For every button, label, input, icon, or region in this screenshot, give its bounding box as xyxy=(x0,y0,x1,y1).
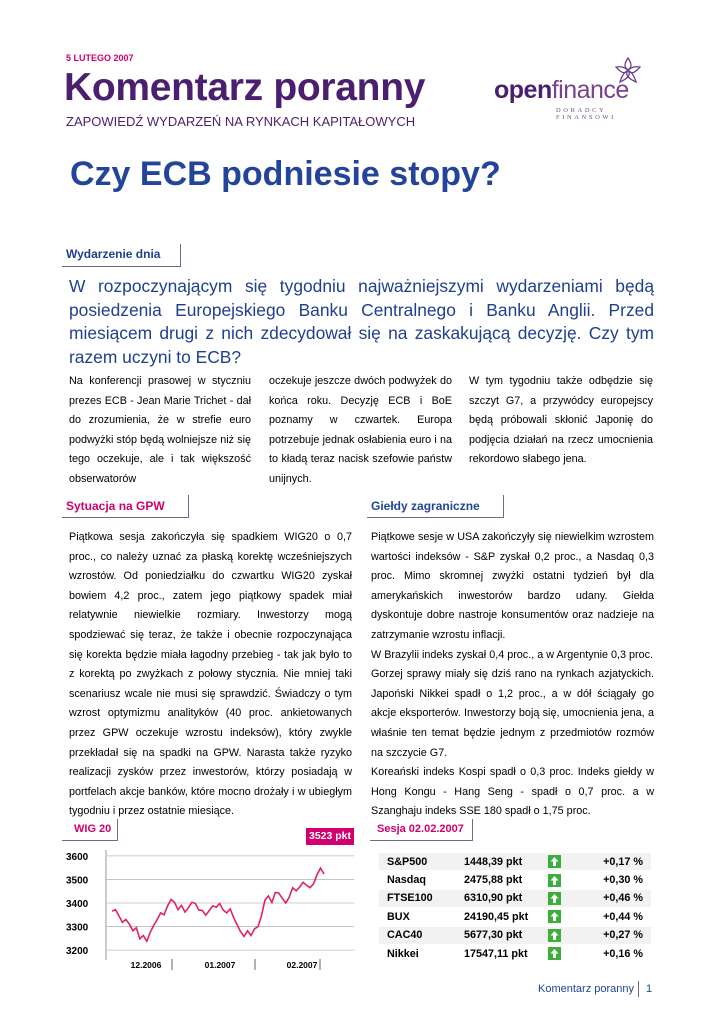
event-column-2: oczekuje jeszcze dwóch podwyżek do końca roku. Decyzję ECB i BoE poznamy w czwartek. Europa potrzebuje jednak osłabienia euro i na to kładą teraz nacisk szefowie państw unijnych. xyxy=(269,375,452,485)
logo-open-text: open xyxy=(494,76,552,104)
foreign-paragraph-latam: W Brazylii indeks zyskał 0,4 proc., a w Argentynie 0,3 proc. xyxy=(371,648,654,661)
session-table xyxy=(379,853,651,963)
report-title: Komentarz poranny xyxy=(64,66,426,109)
gpw-section-label: Sytuacja na GPW xyxy=(66,499,165,513)
y-tick-label: 3200 xyxy=(66,946,89,958)
y-tick-label: 3300 xyxy=(66,922,89,934)
index-change: +0,44 % xyxy=(586,908,651,926)
index-change: +0,17 % xyxy=(586,853,651,871)
index-change: +0,27 % xyxy=(586,926,651,944)
index-name: BUX xyxy=(379,908,464,926)
session-row xyxy=(379,908,651,926)
index-name: Nikkei xyxy=(379,944,464,962)
logo-finance-text: finance xyxy=(551,76,629,104)
index-name: Nasdaq xyxy=(379,871,464,889)
event-column-1: Na konferencji prasowej w styczniu prezes ECB - Jean Marie Trichet - dał do zrozumienia, że w strefie euro podwyżki stóp będą wolniejsze niż się tego oczekuje, ale i tak większość obserwatorów xyxy=(69,375,251,485)
event-column-3: W tym tygodniu także odbędzie się szczyt G7, a przywódcy europejscy będą próbowali skłonić Japonię do podjęcia działań na rzecz umocnienia rekordowo słabego jena. xyxy=(469,375,653,466)
index-value: 2475,88 pkt xyxy=(464,871,548,889)
index-change: +0,46 % xyxy=(586,889,651,907)
index-value: 24190,45 pkt xyxy=(464,908,548,926)
open-finance-logo xyxy=(494,54,659,120)
footer-label: Komentarz poranny xyxy=(538,983,634,995)
page-number: 1 xyxy=(646,983,653,995)
chart-x-axis xyxy=(131,959,320,970)
foreign-section-label: Giełdy zagraniczne xyxy=(371,499,480,513)
foreign-paragraph-asia-2: Koreański indeks Kospi spadł o 0,3 proc. Indeks giełdy w Hong Kongu - Hang Seng - spadł o 0,7 proc. a w Szanghaju indeks SSE 180 spadł o 1,75 proc. xyxy=(371,766,654,818)
session-row xyxy=(379,853,651,871)
index-change: +0,16 % xyxy=(586,944,651,962)
session-row xyxy=(379,889,651,907)
up-arrow-icon xyxy=(548,929,561,942)
up-arrow-icon xyxy=(548,874,561,887)
report-date: 5 LUTEGO 2007 xyxy=(66,53,134,63)
wig20-line-chart xyxy=(62,846,358,970)
index-value: 6310,90 pkt xyxy=(464,889,548,907)
up-arrow-icon xyxy=(548,947,561,960)
logo-tagline: DORADCY FINANSOWI xyxy=(556,107,616,121)
session-label: Sesja 02.02.2007 xyxy=(377,823,464,835)
index-value: 17547,11 pkt xyxy=(464,944,548,962)
event-lead-paragraph: W rozpoczynającym się tygodniu najważniejszymi wydarzeniami będą posiedzenia Europejskiego Banku Centralnego i Banku Anglii. Przed miesiącem drugi z nich zdecydował się na zaskakującą decyzję. Czy tym razem uczyni to ECB? xyxy=(69,276,654,367)
y-tick-label: 3600 xyxy=(66,851,89,863)
foreign-paragraphs xyxy=(371,528,654,822)
gpw-paragraph: Piątkowa sesja zakończyła się spadkiem WIG20 o 0,7 proc., co należy uznać za płaską korektę wcześniejszych wzrostów. Od poniedziałku do czwartku WIG20 zyskał bowiem 4,2 proc., zatem jego piątkowy spadek miał relatywnie niewielkie rozmiary. Inwestorzy mogą spodziewać się teraz, że także i obecnie rozpoczynająca się korekta będzie miała łagodny przebieg - tak jak było to z korektą po zwyżkach z połowy stycznia. Nie mniej taki scenariusz wcale nie musi się sprawdzić. Świadczy o tym wzrost optymizmu analityków (40 proc. ankietowanych przez GPW oczekuje wzrostu indeksów), który zwykle przekładał się na spadki na GPW. Narasta także ryzyko realizacji zysków przez inwestorów, którzy posiadają w portfelach akcje banków, które mocno drożały i w ubiegłym tygodniu i przez ostatnie miesiące. xyxy=(69,531,352,818)
up-arrow-icon xyxy=(548,892,561,905)
y-tick-label: 3500 xyxy=(66,875,89,887)
up-arrow-icon xyxy=(548,910,561,923)
chart-grid xyxy=(106,850,354,960)
session-row xyxy=(379,944,651,962)
index-value: 1448,39 pkt xyxy=(464,853,548,871)
chart-y-axis xyxy=(66,852,89,957)
index-value: 5677,30 pkt xyxy=(464,926,548,944)
headline: Czy ECB podniesie stopy? xyxy=(70,155,501,193)
flower-logo-icon xyxy=(612,54,644,86)
index-name: S&P500 xyxy=(379,853,464,871)
session-row xyxy=(379,871,651,889)
x-tick-label: 12.2006 xyxy=(130,960,162,970)
session-table-wrapper xyxy=(379,853,651,963)
wig-chart-label: WIG 20 xyxy=(74,823,112,835)
index-change: +0,30 % xyxy=(586,871,651,889)
up-arrow-icon xyxy=(548,855,561,868)
y-tick-label: 3400 xyxy=(66,899,89,910)
x-tick-label: 02.2007 xyxy=(286,960,318,970)
index-name: FTSE100 xyxy=(379,889,464,907)
foreign-paragraph-asia: Gorzej sprawy miały się dziś rano na rynkach azjatyckich. Japoński Nikkei spadł o 1,2 proc., a w dół ściągały go akcje eksporterów. Inwestorzy boją się, umocnienia jena, a właśnie ten temat będzie jednym z przedmiotów rozmów na szczycie G7. xyxy=(371,668,654,759)
x-tick-label: 01.2007 xyxy=(204,960,236,970)
foreign-paragraph-us: Piątkowe sesje w USA zakończyły się niewielkim wzrostem wartości indeksów - S&P zyskał 0,2 proc., a Nasdaq 0,3 proc. Mimo skromnej zwyżki ostatni tydzień był dla amerykańskich inwestorów bardzo udany. Giełda dyskontuje dobre nastroje konsumentów oraz nadzieje na zatrzymanie wzrostu inflacji. xyxy=(371,531,654,641)
index-name: CAC40 xyxy=(379,926,464,944)
footer-divider xyxy=(638,981,639,997)
session-row xyxy=(379,926,651,944)
event-section-label: Wydarzenie dnia xyxy=(66,247,161,261)
report-subtitle: ZAPOWIEDŹ WYDARZEŃ NA RYNKACH KAPITAŁOWYCH xyxy=(66,114,416,129)
wig-value-badge: 3523 pkt xyxy=(306,828,354,845)
